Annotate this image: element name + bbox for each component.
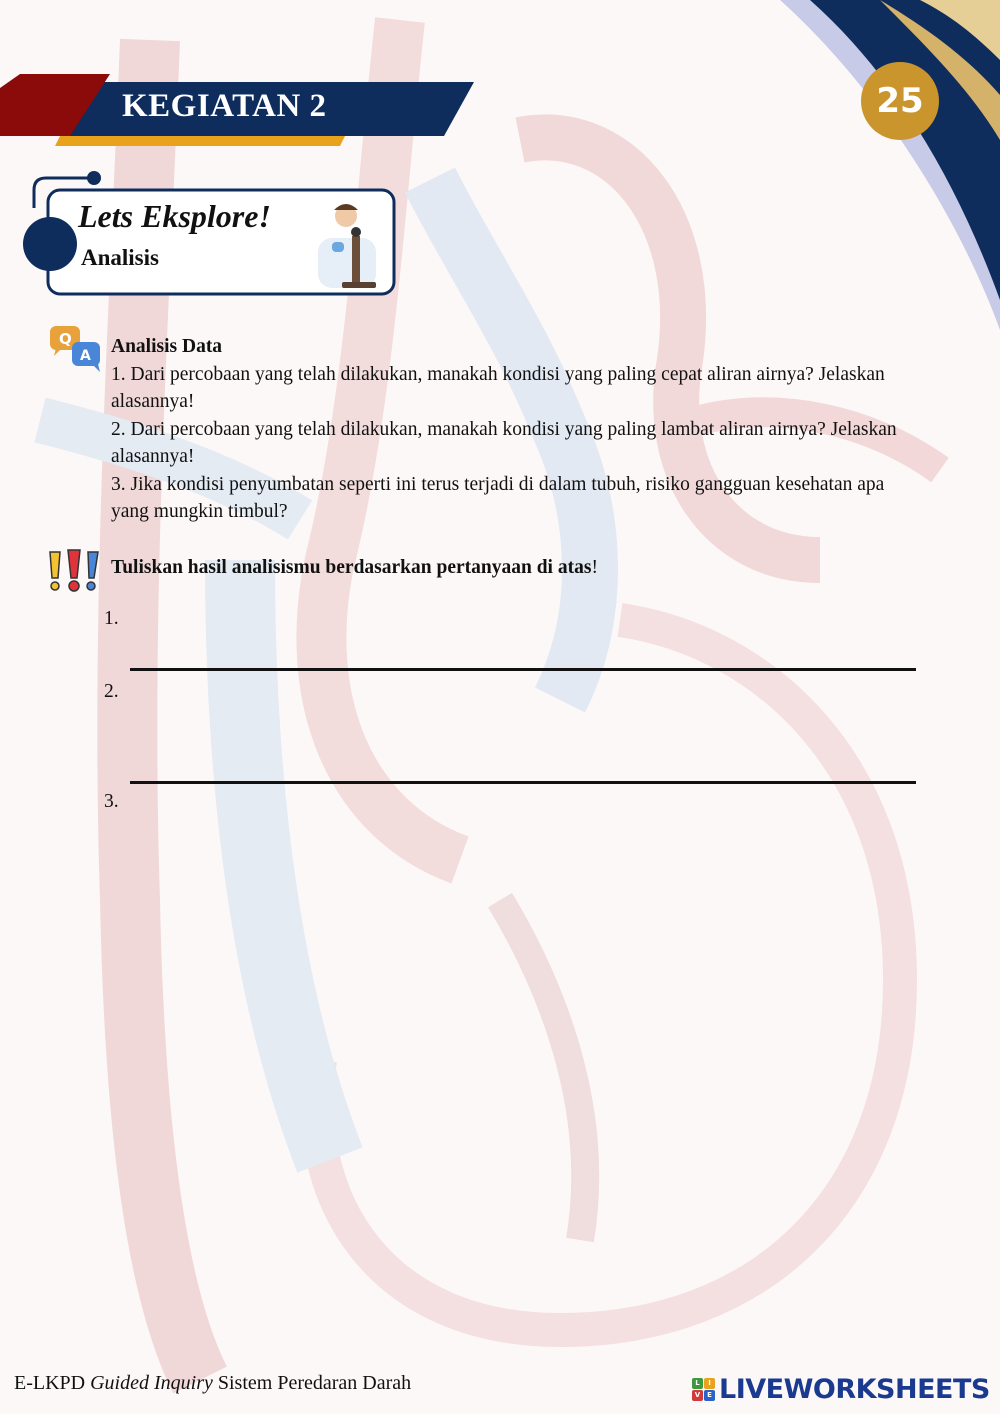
instruction-text: Tuliskan hasil analisismu berdasarkan pertanyaan di atas [111, 557, 592, 578]
question-2: 2. Dari percobaan yang telah dilakukan, manakah kondisi yang paling lambat aliran airnya? Jelaskan alasannya! [111, 418, 897, 467]
page-number-badge [861, 62, 939, 140]
footer-prefix: E-LKPD [14, 1372, 91, 1394]
svg-text:A: A [80, 348, 91, 364]
question-answer-icon [48, 322, 104, 372]
liveworksheets-logo-icon [692, 1378, 715, 1401]
logo-letter-l: L [692, 1378, 703, 1389]
instruction-end: ! [591, 557, 598, 578]
scientist-microscope-icon [310, 198, 386, 292]
svg-text:Q: Q [59, 330, 72, 348]
analysis-heading: Analisis Data [111, 336, 223, 357]
logo-letter-v: V [692, 1390, 703, 1401]
question-1: 1. Dari percobaan yang telah dilakukan, manakah kondisi yang paling cepat aliran airnya? Jelaskan alasannya! [111, 363, 885, 412]
page-number: 25 [876, 81, 924, 121]
section-subtitle: Analisis [81, 245, 159, 270]
liveworksheets-brand: LIVEWORKSHEETS [719, 1373, 990, 1405]
answer-number-2: 2. [104, 681, 119, 702]
exclamation-icon [46, 548, 102, 594]
answer-line-2[interactable] [130, 781, 916, 784]
analysis-questions [111, 333, 911, 526]
answer-number-3: 3. [104, 791, 119, 812]
answer-line-1[interactable] [130, 668, 916, 671]
liveworksheets-logo[interactable] [692, 1372, 990, 1406]
corner-decoration [580, 0, 1000, 360]
footer-italic: Guided Inquiry [90, 1372, 213, 1394]
logo-letter-i: I [704, 1378, 715, 1389]
question-3: 3. Jika kondisi penyumbatan seperti ini terus terjadi di dalam tubuh, risiko gangguan kesehatan apa yang mungkin timbul? [111, 473, 885, 522]
logo-letter-e: E [704, 1390, 715, 1401]
activity-title: KEGIATAN 2 [122, 88, 327, 124]
answer-instruction [111, 554, 598, 581]
footer-suffix: Sistem Peredaran Darah [212, 1372, 412, 1394]
section-title: Lets Eksplore! [78, 198, 271, 234]
footer-title [14, 1372, 411, 1395]
answer-number-1: 1. [104, 608, 119, 629]
